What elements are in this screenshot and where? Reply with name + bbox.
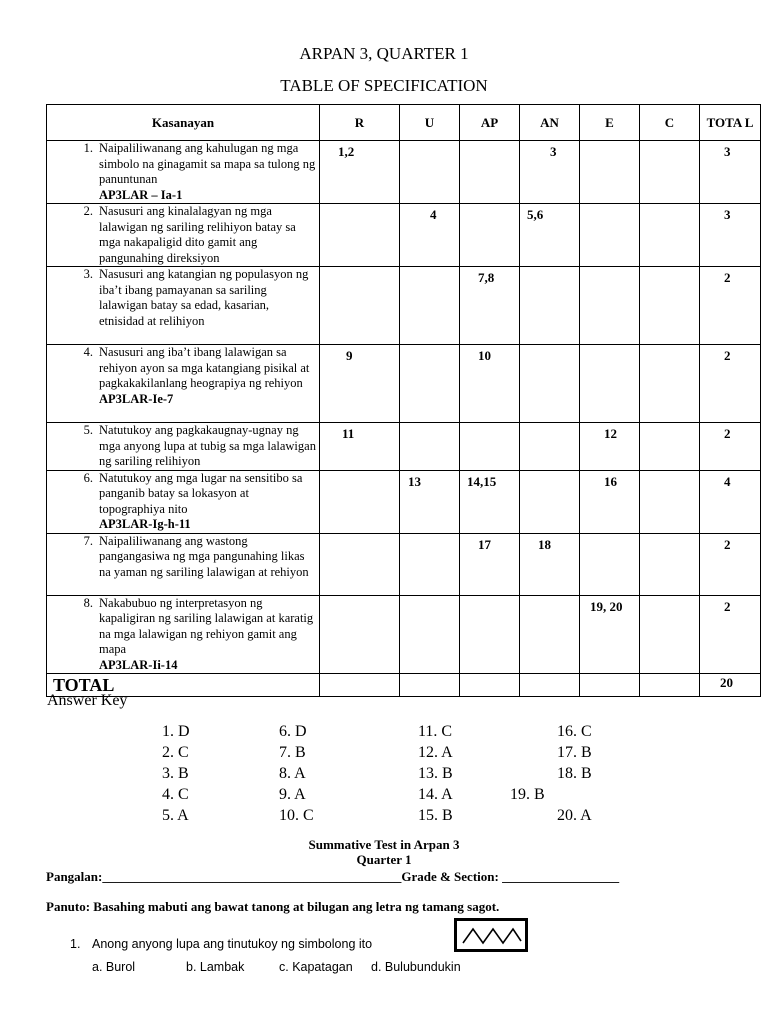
cell-ap: 10 <box>460 345 520 423</box>
cell-c <box>640 204 700 267</box>
answer-key-item: 11. C <box>418 723 453 740</box>
competency-code: AP3LAR-Ii-14 <box>99 657 178 672</box>
answer-key-item: 18. B <box>557 765 592 782</box>
cell-c <box>640 595 700 674</box>
choice-b[interactable]: b. Lambak <box>186 960 245 974</box>
cell-c <box>640 470 700 533</box>
summative-title: Summative Test in Arpan 3 <box>308 837 460 852</box>
answer-key-item: 15. B <box>418 807 453 824</box>
cell-e <box>580 345 640 423</box>
row-number: 5. <box>83 423 93 437</box>
table-row <box>47 345 761 423</box>
cell-c <box>640 423 700 471</box>
cell-u <box>400 595 460 674</box>
competency-cell <box>47 470 320 533</box>
cell-an <box>520 267 580 345</box>
cell-u <box>400 141 460 204</box>
col-header-e: E <box>580 105 640 141</box>
cell-e <box>580 204 640 267</box>
question-text: Anong anyong lupa ang tinutukoy ng simbolong ito <box>92 937 373 951</box>
col-header-total: TOTA L <box>700 105 761 141</box>
row-number: 2. <box>83 204 93 218</box>
col-header-u: U <box>400 105 460 141</box>
cell-total: 3 <box>700 204 761 267</box>
cell-ap <box>460 423 520 471</box>
answer-key-item: 13. B <box>418 765 453 782</box>
cell-c <box>640 267 700 345</box>
answer-key-item: 6. D <box>279 723 307 740</box>
cell-r <box>320 595 400 674</box>
cell-an <box>520 423 580 471</box>
table-header-row <box>47 105 761 141</box>
cell-ap <box>460 204 520 267</box>
cell-u <box>400 423 460 471</box>
cell-e <box>580 141 640 204</box>
competency-code: AP3LAR-Ig-h-11 <box>99 517 191 531</box>
col-header-ap: AP <box>460 105 520 141</box>
answer-key-item: 8. A <box>279 765 306 782</box>
competency-code: AP3LAR – Ia-1 <box>99 187 183 202</box>
name-grade-line: Pangalan:______________________________________________Grade & Section: __________________ <box>46 869 620 884</box>
table-row <box>47 141 761 204</box>
competency-text: Naipaliliwanang ang wastong pangangasiwa ng mga pangunahing likas na yaman ng sariling lalawigan at rehiyon <box>99 533 309 579</box>
cell-r: 1,2 <box>320 141 400 204</box>
cell-c <box>640 345 700 423</box>
cell-total: 4 <box>700 470 761 533</box>
competency-cell <box>47 533 320 595</box>
col-header-an: AN <box>520 105 580 141</box>
cell-e <box>580 267 640 345</box>
cell-e: 19, 20 <box>580 595 640 674</box>
cell-r <box>320 533 400 595</box>
cell-an: 3 <box>520 141 580 204</box>
answer-key-item: 10. C <box>279 807 314 824</box>
answer-key-item: 5. A <box>162 807 189 824</box>
competency-text: Natutukoy ang pagkakaugnay-ugnay ng mga anyong lupa at tubig sa mga lalawigan ng sariling relihiyon <box>99 423 316 468</box>
cell-total: 2 <box>700 345 761 423</box>
answer-key-item: 19. B <box>510 786 545 803</box>
answer-key-item: 9. A <box>279 786 306 803</box>
competency-cell <box>47 423 320 471</box>
total-row <box>47 674 761 697</box>
competency-code: AP3LAR-Ie-7 <box>99 391 174 406</box>
cell-u: 13 <box>400 470 460 533</box>
table-row <box>47 470 761 533</box>
row-number: 7. <box>83 533 93 548</box>
row-number: 8. <box>83 595 93 610</box>
cell-an <box>520 345 580 423</box>
mountain-range-icon <box>454 918 528 952</box>
cell-total: 3 <box>700 141 761 204</box>
competency-cell <box>47 595 320 674</box>
summative-quarter: Quarter 1 <box>356 852 412 867</box>
col-header-c: C <box>640 105 700 141</box>
col-header-kasanayan: Kasanayan <box>47 105 320 141</box>
answer-key-item: 4. C <box>162 786 189 803</box>
cell-r <box>320 470 400 533</box>
cell-total: 2 <box>700 595 761 674</box>
cell-c <box>640 141 700 204</box>
specification-table <box>46 104 761 697</box>
cell-ap: 7,8 <box>460 267 520 345</box>
cell-ap: 14,15 <box>460 470 520 533</box>
cell-an <box>520 595 580 674</box>
cell-e: 12 <box>580 423 640 471</box>
cell-an: 18 <box>520 533 580 595</box>
competency-text: Nasusuri ang katangian ng populasyon ng iba’t ibang pamayanan sa sariling lalawigan batay sa edad, kasarian, etnisidad at relihiyon <box>99 267 309 328</box>
choice-d[interactable]: d. Bulubundukin <box>371 960 461 974</box>
competency-text: Natutukoy ang mga lugar na sensitibo sa panganib batay sa lokasyon at topographiya nito <box>99 470 303 516</box>
cell-total: 2 <box>700 267 761 345</box>
total-label: TOTAL <box>47 674 320 697</box>
answer-key-item: 1. D <box>162 723 190 740</box>
page-subtitle: TABLE OF SPECIFICATION <box>280 76 488 95</box>
table-row <box>47 423 761 471</box>
cell-e <box>580 533 640 595</box>
grand-total: 20 <box>700 674 761 697</box>
choice-a[interactable]: a. Burol <box>92 960 136 974</box>
competency-text: Naipaliliwanang ang kahulugan ng mga simbolo na ginagamit sa mapa sa tulong ng panuntunan <box>99 141 316 186</box>
cell-r <box>320 267 400 345</box>
cell-total: 2 <box>700 533 761 595</box>
col-header-r: R <box>320 105 400 141</box>
answer-key-item: 2. C <box>162 744 189 761</box>
answer-key-item: 20. A <box>557 807 592 824</box>
table-row <box>47 533 761 595</box>
competency-cell <box>47 345 320 423</box>
answer-key-item: 17. B <box>557 744 592 761</box>
cell-c <box>640 533 700 595</box>
cell-r: 9 <box>320 345 400 423</box>
competency-text: Nasusuri ang iba’t ibang lalawigan sa rehiyon ayon sa mga katangiang pisikal at pagkakakilanlang heograpiya ng rehiyon <box>99 345 310 390</box>
cell-u <box>400 533 460 595</box>
cell-e: 16 <box>580 470 640 533</box>
answer-key-item: 3. B <box>162 765 189 782</box>
cell-an <box>520 470 580 533</box>
competency-text: Nasusuri ang kinalalagyan ng mga lalawigan ng sariling relihiyon batay sa mga nakapaligid dito gamit ang pangunahing direksiyon <box>99 204 296 265</box>
answer-key-title: Answer Key <box>47 692 128 709</box>
table-row <box>47 267 761 345</box>
answer-key-item: 7. B <box>279 744 306 761</box>
answer-key-item: 16. C <box>557 723 592 740</box>
row-number: 6. <box>83 470 93 485</box>
answer-key-item: 14. A <box>418 786 453 803</box>
cell-u <box>400 267 460 345</box>
row-number: 3. <box>83 267 93 281</box>
table-row <box>47 595 761 674</box>
cell-total: 2 <box>700 423 761 471</box>
competency-cell <box>47 141 320 204</box>
competency-cell <box>47 204 320 267</box>
instructions: Panuto: Basahing mabuti ang bawat tanong at bilugan ang letra ng tamang sagot. <box>46 899 500 914</box>
table-row <box>47 204 761 267</box>
question-number: 1. <box>70 937 81 951</box>
cell-ap <box>460 595 520 674</box>
cell-r <box>320 204 400 267</box>
row-number: 4. <box>83 345 93 359</box>
competency-cell <box>47 267 320 345</box>
cell-u <box>400 345 460 423</box>
cell-ap: 17 <box>460 533 520 595</box>
cell-ap <box>460 141 520 204</box>
page-title: ARPAN 3, QUARTER 1 <box>299 44 469 63</box>
row-number: 1. <box>83 141 93 155</box>
competency-text: Nakabubuo ng interpretasyon ng kapaligiran ng sariling lalawigan at karatig na mga lalawigan ng rehiyon gamit ang mapa <box>99 595 314 656</box>
cell-u: 4 <box>400 204 460 267</box>
cell-an: 5,6 <box>520 204 580 267</box>
choice-c[interactable]: c. Kapatagan <box>279 960 353 974</box>
answer-key-item: 12. A <box>418 744 453 761</box>
cell-r: 11 <box>320 423 400 471</box>
